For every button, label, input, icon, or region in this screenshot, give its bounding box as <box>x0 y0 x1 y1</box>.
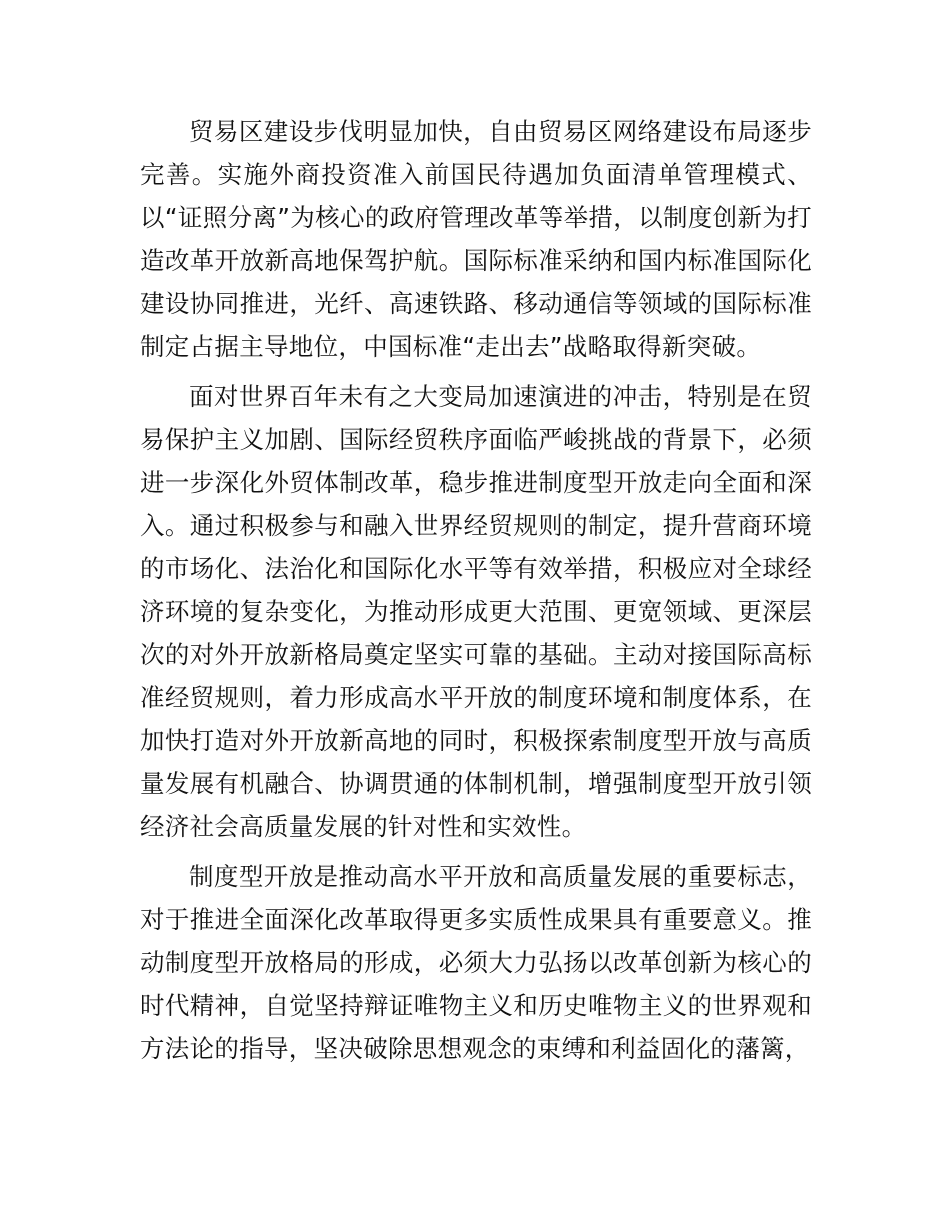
paragraph-1: 贸易区建设步伐明显加快，自由贸易区网络建设布局逐步完善。实施外商投资准入前国民待遇加负面清单管理模式、以“证照分离”为核心的政府管理改革等举措，以制度创新为打造改革开放新高地保驾护航。国际标准采纳和国内标准国际化建设协同推进，光纤、高速铁路、移动通信等领域的国际标准制定占据主导地位，中国标准“走出去”战略取得新突破。 <box>140 117 812 361</box>
document-body <box>140 110 812 1077</box>
paragraph-2: 面对世界百年未有之大变局加速演进的冲击，特别是在贸易保护主义加剧、国际经贸秩序面临严峻挑战的背景下，必须进一步深化外贸体制改革，稳步推进制度型开放走向全面和深入。通过积极参与和融入世界经贸规则的制定，提升营商环境的市场化、法治化和国际化水平等有效举措，积极应对全球经济环境的复杂变化，为推动形成更大范围、更宽领域、更深层次的对外开放新格局奠定坚实可靠的基础。主动对接国际高标准经贸规则，着力形成高水平开放的制度环境和制度体系，在加快打造对外开放新高地的同时，积极探索制度型开放与高质量发展有机融合、协调贯通的体制机制，增强制度型开放引领经济社会高质量发展的针对性和实效性。 <box>140 382 812 841</box>
paragraph-3: 制度型开放是推动高水平开放和高质量发展的重要标志，对于推进全面深化改革取得更多实质性成果具有重要意义。推动制度型开放格局的形成，必须大力弘扬以改革创新为核心的时代精神，自觉坚持辩证唯物主义和历史唯物主义的世界观和方法论的指导，坚决破除思想观念的束缚和利益固化的藩篱， <box>140 862 812 1063</box>
